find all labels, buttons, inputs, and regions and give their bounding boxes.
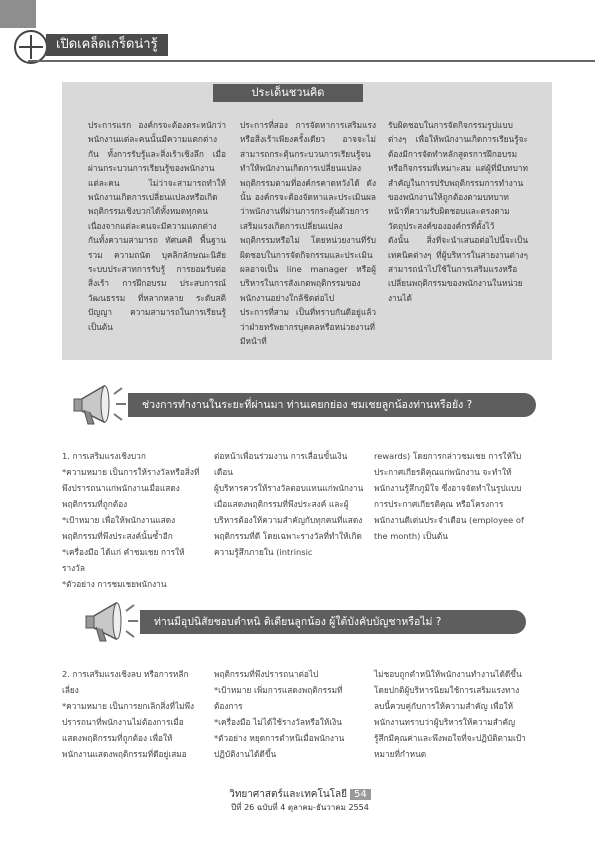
section-label: เปิดเคล็ดเกร็ดน่ารู้	[46, 34, 168, 56]
body-line: *ตัวอย่าง หยุดการตำหนิเมื่อพนักงานปฏิบัติงานได้ดีขึ้น	[214, 733, 345, 759]
megaphone-icon	[82, 597, 142, 647]
body-line: โดยปกติผู้บริหารนิยมใช้การเสริมแรงทางลบนี้ควบคู่กับการให้ความสำคัญ เพื่อให้พนักงานทราบว่าผู้บริหารให้ความสำคัญ รู้สึกมีคุณค่าและพึงพอใจที่จะปฏิบัติตามเป้าหมายที่กำหนด	[374, 685, 526, 759]
box-paragraph: ประการที่สาม เป็นที่ทราบกันดีอยู่แล้วว่าฝ่ายทรัพยากรบุคคลหรือหน่วยงานที่มีหน้าที่	[240, 307, 376, 347]
box-title: ประเด็นชวนคิด	[213, 84, 363, 102]
question-banner: ช่วงการทำงานในระยะที่ผ่านมา ท่านเคยกย่อง ชมเชยลูกน้องท่านหรือยัง ?	[128, 393, 536, 417]
body-line: 2. การเสริมแรงเชิงลบ หรือการหลีกเลี่ยง	[62, 669, 189, 695]
header-rule	[28, 60, 595, 62]
body-line: rewards) โดยการกล่าวชมเชย การให้ใบประกาศเกียรติคุณแก่พนักงาน จะทำให้พนักงานรู้สึกภูมิใจ ซึ่งอาจจัดทำในรูปแบบการประกาศเกียรติคุณ หรือโครงการพนักงานดีเด่นประจำเดือน (employee of the month) เป็นต้น	[374, 451, 524, 541]
footer-issue: ปีที่ 26 ฉบับที่ 4 ตุลาคม-ธันวาคม 2554	[231, 803, 369, 812]
question-banner: ท่านมีอุปนิสัยชอบตำหนิ ติเตียนลูกน้อง ผู้ใต้บังคับบัญชาหรือไม่ ?	[140, 610, 526, 634]
page-number: 54	[350, 789, 371, 800]
body-line: ผู้บริหารควรให้รางวัลตอบแทนแก่พนักงานเมื่อแสดงพฤติกรรมที่พึงประสงค์ และผู้บริหารต้องให้ความสำคัญกับทุกคนที่แสดงพฤติกรรมที่ดี โดยเฉพาะรางวัลที่ทำให้เกิดความรู้สึกภายใน (intrinsic	[214, 483, 364, 557]
box-paragraph: ประการแรก องค์กรจะต้องตระหนักว่าพนักงานแต่ละคนนั้นมีความแตกต่างกัน ทั้งการรับรู้และสิ่งเร้าเชิงลึก เมื่อผ่านกระบวนการเรียนรู้ของพนักงานแต่ละคน ไม่ว่าจะสามารถทำให้พนักงานเกิดการเปลี่ยนแปลงหรือเกิดพฤติกรรมเชิงบวกได้ทั้งหมดทุกคน เนื่องจากแต่ละคนจะมีความแตกต่างกันทั้งความสามารถ ทัศนคติ พื้นฐานรวม ความถนัด บุคลิกลักษณะนิสัย ระบบประสาทการรับรู้ การยอมรับต่อสิ่งเร้า การฝึกอบรม ประสบการณ์ วัฒนธรรม ที่หลากหลาย ระดับสติปัญญา ความสามารถในการเรียนรู้ เป็นต้น	[88, 120, 226, 332]
body-column-1	[62, 448, 202, 592]
box-paragraph: ประการที่สอง การจัดหาการเสริมแรงหรือสิ่งเร้าเพียงครั้งเดียว อาจจะไม่สามารถกระตุ้นกระบวนการเรียนรู้จนทำให้พนักงานเกิดการเปลี่ยนแปลงพฤติกรรมตามที่องค์กรคาดหวังได้ ดังนั้น องค์กรจะต้องจัดหาและประเมินผลว่าพนักงานที่ผ่านการกระตุ้นด้วยการเสริมแรงเกิดการเปลี่ยนแปลงพฤติกรรมหรือไม่ โดยหน่วยงานที่รับผิดชอบในการจัดกิจกรรมและประเมินผลอาจเป็น line manager หรือผู้บริหารในการสังเกตพฤติกรรมของพนักงานอย่างใกล้ชิดต่อไป	[240, 120, 376, 303]
body-line: *เป้าหมาย เพื่อให้พนักงานแสดงพฤติกรรมที่พึงประสงค์นั้นซ้ำอีก	[62, 515, 176, 541]
body-line: ไม่ชอบถูกตำหนิให้พนักงานทำงานได้ดีขึ้น	[374, 669, 522, 679]
box-column-3	[388, 118, 528, 305]
body-line: พฤติกรรมที่พึงปรารถนาต่อไป	[214, 669, 319, 679]
body-line: 1. การเสริมแรงเชิงบวก	[62, 451, 146, 461]
body-line: *เครื่องมือ ไม่ได้ใช้รางวัลหรือให้เงิน	[214, 717, 342, 727]
body-line: *ตัวอย่าง การชมเชยพนักงาน	[62, 579, 167, 589]
body-column-2	[214, 448, 364, 560]
body-line: *เครื่องมือ ได้แก่ คำชมเชย การให้รางวัล	[62, 547, 185, 573]
box-column-1	[88, 118, 226, 334]
body-line: *เป้าหมาย เพิ่มการแสดงพฤติกรรมที่ต้องการ	[214, 685, 343, 711]
footer-magazine-name: วิทยาศาสตร์และเทคโนโลยี	[229, 789, 348, 800]
body-line: *ความหมาย เป็นการให้รางวัลหรือสิ่งที่พึงปรารถนาแก่พนักงานเมื่อแสดงพฤติกรรมที่ถูกต้อง	[62, 467, 200, 509]
box-paragraph: รับผิดชอบในการจัดกิจกรรมรูปแบบต่างๆ เพื่อให้พนักงานเกิดการเรียนรู้จะต้องมีการจัดทำหลักสูตรการฝึกอบรมหรือกิจกรรมที่เหมาะสม แต่ผู้ที่มีบทบาทสำคัญในการปรับพฤติกรรมการทำงานของพนักงานให้ถูกต้องตามบทบาทหน้าที่ความรับผิดชอบและตรงตามวัตถุประสงค์ขององค์กรที่ตั้งไว้	[388, 120, 528, 231]
body-column-3	[374, 448, 529, 544]
body-column-5	[214, 666, 364, 762]
body-column-6	[374, 666, 529, 762]
megaphone-icon	[70, 380, 130, 430]
body-line: *ความหมาย เป็นการยกเลิกสิ่งที่ไม่พึงปรารถนาที่พนักงานไม่ต้องการเมื่อแสดงพฤติกรรมที่ถูกต้อง เพื่อให้พนักงานแสดงพฤติกรรมที่ดีอยู่เสมอ	[62, 701, 195, 759]
box-paragraph: ดังนั้น สิ่งที่จะนำเสนอต่อไปนี้จะเป็นเทคนิคต่างๆ ที่ผู้บริหารในสายงานต่างๆ สามารถนำไปใช้ในการเสริมแรงหรือเปลี่ยนพฤติกรรมของพนักงานในหน่วยงานได้	[388, 235, 528, 303]
box-column-2	[240, 118, 376, 349]
footer-title	[180, 787, 420, 802]
crosshair-logo-icon	[14, 30, 48, 64]
body-column-4	[62, 666, 202, 762]
body-line: ต่อหน้าเพื่อนร่วมงาน การเลื่อนขั้นเงินเดือน	[214, 451, 348, 477]
